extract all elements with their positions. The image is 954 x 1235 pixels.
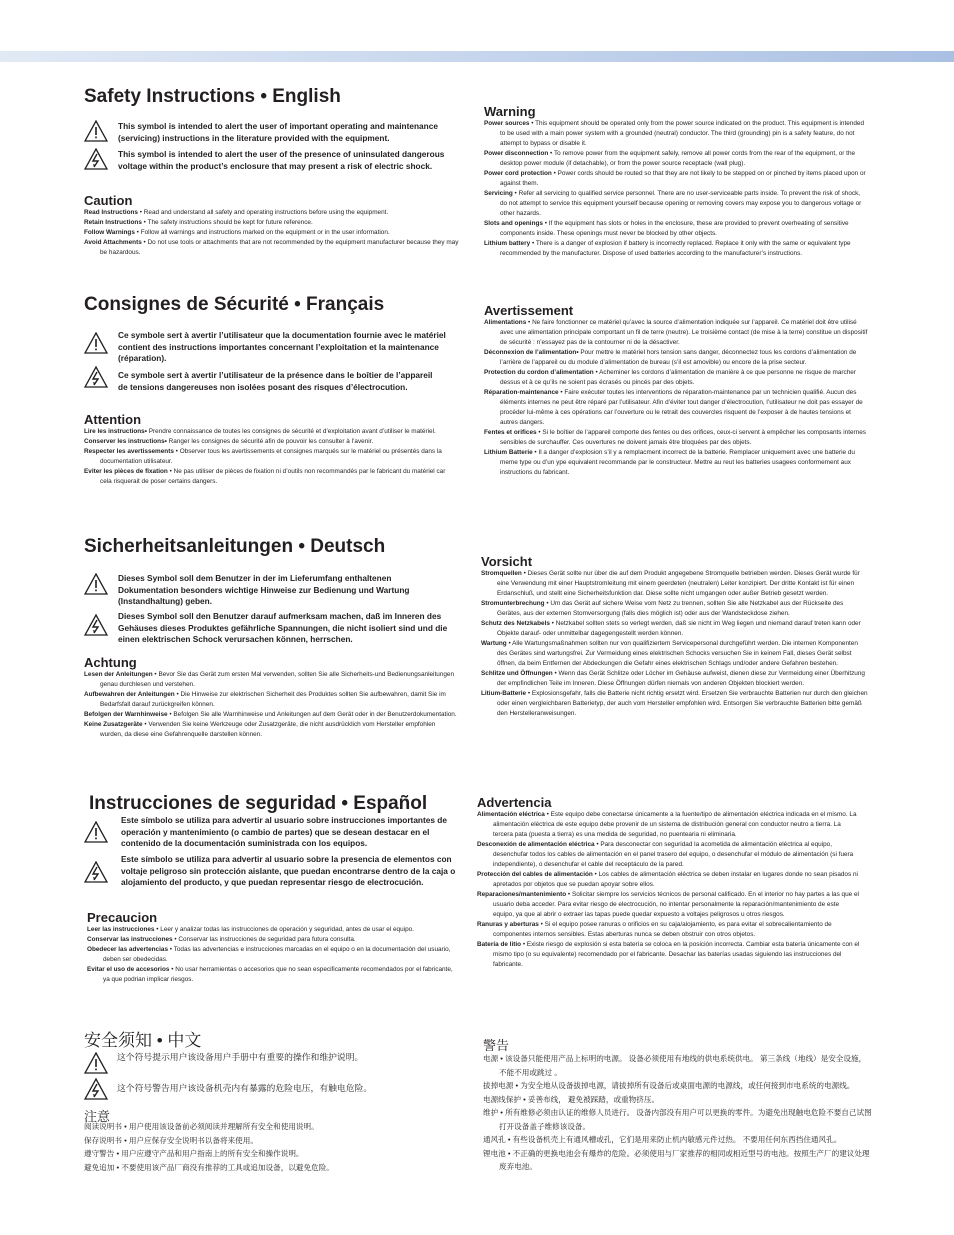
list-item: 维护 • 所有维修必须由认证的维修人员进行。 设备内部没有用户可以更换的零件。为避免出现触电危险不要自己试图打开设备盖子维修该设备。 — [483, 1108, 872, 1131]
warning-list — [484, 119, 868, 259]
symbol-warning-text: Dieses Symbol soll dem Benutzer in der im Lieferumfang enthaltenen Dokumentation besonders wichtige Hinweise zur Bedienung und Wartung (Instandhaltung) geben. — [118, 573, 410, 606]
caution-list — [87, 925, 457, 985]
list-item: Batería de litio • Existe riesgo de explosión si esta batería se coloca en la posición incorrecta. Cambiar esta batería únicamente con el mismo tipo (o su equivalente) recomendado por el fabricante. Desachar las baterías usadas siguiendo las instrucciones del fabricante. — [477, 941, 860, 968]
list-item: Power sources • This equipment should be operated only from the power source indicated on the product. This equipment is intended to be used with a main power system with a grounded (neutral) conductor. The third (grounding) pin is a safety feature, do not attempt to bypass or disable it. — [484, 120, 865, 147]
section-heading: Sicherheitsanleitungen • Deutsch — [84, 536, 386, 557]
caution-heading: Achtung — [84, 655, 137, 670]
caution-heading: Precaucion — [87, 910, 158, 925]
caution-list — [84, 670, 459, 740]
warning-triangle-icon — [84, 573, 108, 595]
warning-list — [483, 1052, 873, 1174]
symbol-warning-text: 这个符号提示用户该设备用户手册中有重要的操作和维护说明。 — [117, 1052, 364, 1062]
list-item: Schutz des Netzkabels • Netzkabel sollten stets so verlegt werden, daß sie nicht im Weg liegen und niemand darauf treten kann oder Objekte darauf- oder unmittelbar dagegengestellt werden können. — [481, 620, 861, 637]
list-item: Lesen der Anleitungen • Bevor Sie das Gerät zum ersten Mal verwenden, sollten Sie alle Sicherheits-und Bedienungsanleitungen genau durchlesen und verstehen. — [84, 671, 455, 688]
symbol-warning-text: This symbol is intended to alert the user of important operating and maintenance (servicing) instructions in the literature provided with the equipment. — [118, 121, 438, 143]
warning-list — [481, 569, 868, 719]
header-band — [0, 51, 954, 62]
caution-list — [84, 427, 454, 487]
warning-triangle-icon — [84, 120, 108, 142]
list-item: Read Instructions • Read and understand all safety and operating instructions before using the equipment. — [84, 209, 389, 216]
high-voltage-icon — [84, 861, 108, 883]
section-heading: Safety Instructions • English — [84, 86, 341, 107]
list-item: Slots and openings • If the equipment has slots or holes in the enclosure, these are provided to prevent overheating of sensitive components inside. These openings must never be blocked by other objects. — [484, 220, 849, 237]
list-item: 拔掉电源 • 为安全地从设备拔掉电源，请拔掉所有设备后或桌面电源的电源线，或任何接到市电系统的电源线。 — [483, 1081, 855, 1090]
list-item: Eviter les pièces de fixation • Ne pas utiliser de pièces de fixation ni d’outils non recommandés par le fabricant du matériel car cela risquerait de poser certains dangers. — [84, 468, 446, 485]
symbol-warning-text: Ce symbole sert à avertir l’utilisateur que la documentation fournie avec le matériel contient des instructions importantes concernant l’exploitation et la maintenance (réparation). — [118, 330, 446, 363]
list-item: 电源线保护 • 妥善布线， 避免被踩踏，或重物挤压。 — [483, 1094, 660, 1104]
caution-list — [84, 1120, 464, 1174]
list-item: 保存说明书 • 用户应保存安全说明书以备将来使用。 — [84, 1135, 258, 1145]
symbol-voltage-text: Ce symbole sert à avertir l’utilisateur de la présence dans le boîtier de l’appareil de tensions dangereuses non isolées posant des risques d’électrocution. — [118, 370, 433, 392]
warning-triangle-icon — [84, 821, 108, 843]
list-item: Déconnexion de l’alimentation• Pour mettre le matériel hors tension sans danger, déconnectez tous les cordons d’alimentation de l’arrière de l’appareil ou du module d’alimentation de bureau (s’il est amovible) ou encore de la prise secteur. — [484, 349, 857, 366]
caution-heading: Caution — [84, 193, 133, 208]
list-item: 遵守警告 • 用户应遵守产品和用户指南上的所有安全和操作说明。 — [84, 1149, 304, 1158]
list-item: Fentes et orifices • Si le boîtier de l’appareil comporte des fentes ou des orifices, ceux-ci servent à empêcher les composants internes sensibles de surchauffer. Ces ouvertures ne doivent jamais être bloquées par des objets. — [484, 429, 866, 446]
list-item: 电源 • 该设备只能使用产品上标明的电源。 设备必须使用有地线的供电系统供电。 第三条线（地线）是安全设施，不能不用或跳过 。 — [483, 1054, 867, 1077]
warning-heading: Avertissement — [484, 303, 574, 318]
list-item: Stromquellen • Dieses Gerät sollte nur über die auf dem Produkt angegebene Stromquelle betrieben werden. Dieses Gerät wurde für eine Verwendung mit einer Hauptstromleitung mit einem geerdeten (neutralen) Leiter konzipiert. Der dritte Kontakt ist für einen Erdanschluß, und stellt eine Sicherheitsfunktion dar. Diese sollte nicht umgangen oder außer Betrieb gesetzt werden. — [481, 570, 860, 597]
section-heading: Consignes de Sécurité • Français — [84, 294, 385, 315]
high-voltage-icon — [84, 1078, 108, 1100]
caution-heading: 注意 — [84, 1109, 111, 1124]
warning-heading: Warning — [484, 104, 536, 119]
list-item: Servicing • Refer all servicing to qualified service personnel. There are no user-serviceable parts inside. To prevent the risk of shock, do not attempt to service this equipment yourself because opening or removing covers may expose you to dangerous voltage or other hazards. — [484, 190, 862, 217]
symbol-voltage-text: Este símbolo se utiliza para advertir al usuario sobre la presencia de elementos con voltaje peligroso sin protección aislante, que puedan encontrarse dentro de la caja o alojamiento del producto, y que puedan representar riesgo de electrocución. — [121, 854, 456, 887]
list-item: Protection du cordon d’alimentation • Acheminer les cordons d’alimentation de manière à ce que personne ne risque de marcher dessus et à ce qu’ils ne soient pas écrasés ou pincés par des objets. — [484, 369, 856, 386]
list-item: Befolgen der Warnhinweise • Befolgen Sie alle Warnhinweise und Anleitungen auf dem Gerät oder in der Benutzerdokumentation. — [84, 711, 457, 718]
list-item: Evitar el uso de accesorios • No usar herramientas o accesorios que no sean especificamente recomendados por el fabricante, ya que podrian implicar riesgos. — [87, 966, 453, 983]
list-item: Reparaciones/mantenimiento • Solicitar siempre los servicios técnicos de personal calificado. En el interior no hay partes a las que el usuario deba acceder. Para evitar riesgo de electrocución, no intentar personalmente la reparación/mantenimiento de este equipo, ya que al abrir o extraer las tapas puede quedar expuesto a voltajes peligrosos u otros riesgos. — [477, 891, 859, 918]
list-item: Lire les instructions• Prendre connaissance de toutes les consignes de sécurité et d’exploitation avant d’utiliser le matériel. — [84, 428, 436, 435]
list-item: Power cord protection • Power cords should be routed so that they are not likely to be stepped on or pinched by items placed upon or against them. — [484, 170, 866, 187]
high-voltage-icon — [84, 366, 108, 388]
list-item: Réparation-maintenance • Faire exécuter toutes les interventions de réparation-maintenance par un technicien qualifié. Aucun des éléments internes ne peut être réparé par l’utilisateur. Afin d’éviter tout danger d’électrocution, l’utilisateur ne doit pas essayer de procéder lui-même à ces opérations car l’ouverture ou le retrait des couvercles risquent de l’exposer à de hautes tensions et autres dangers. — [484, 389, 863, 426]
section-heading: Instrucciones de seguridad • Español — [89, 793, 428, 814]
list-item: Schlitze und Öffnungen • Wenn das Gerät Schlitze oder Löcher im Gehäuse aufweist, dienen diese zur Vermeidung einer Überhitzung der empfindlichen Teile im Inneren. Diese Öffnungen dürfen niemals von anderen Objekten blockiert werden. — [481, 670, 865, 687]
section-heading: 安全须知 • 中文 — [84, 1031, 202, 1050]
list-item: Conservar las instrucciones • Conservar las instrucciones de seguridad para futura consulta. — [87, 936, 356, 943]
list-item: Avoid Attachments • Do not use tools or attachments that are not recommended by the equipment manufacturer because they may be hazardous. — [84, 239, 459, 256]
warning-triangle-icon — [84, 332, 108, 354]
warning-heading: Advertencia — [477, 795, 552, 810]
list-item: Lithium Batterie • Il a danger d’explosion s’il y a remplacment incorrect de la batterie. Remplacer uniquement avec une batterie du meme type ou d’un ype equivalent recommande par le constructeur. Mettre au reut les batteries usagees conformement aux instructions du fabricant. — [484, 449, 855, 476]
symbol-voltage-text: Dieses Symbol soll den Benutzer darauf aufmerksam machen, daß im Inneren des Gehäuses dieses Produktes gefährliche Spannungen, die nicht isoliert sind und die einen elektrischen Schock verursachen können, herrschen. — [118, 611, 448, 644]
list-item: Lithium battery • There is a danger of explosion if battery is incorrectly replaced. Replace it only with the same or equivalent type recommended by the manufacturer. Dispose of used batteries according to the manufacturer’s instructions. — [484, 240, 851, 257]
warning-list — [477, 810, 861, 970]
symbol-voltage-text: 这个符号警告用户该设备机壳内有暴露的危险电压，有触电危险。 — [117, 1083, 373, 1093]
list-item: 阅读说明书 • 用户使用该设备前必须阅读并理解所有安全和使用说明。 — [84, 1122, 319, 1131]
caution-list — [84, 208, 464, 258]
list-item: 锂电池 • 不正确的更换电池会有爆炸的危险。必须使用与厂家推荐的相同或相近型号的电池。按照生产厂的建议处理废弃电池。 — [483, 1148, 870, 1171]
high-voltage-icon — [84, 148, 108, 170]
list-item: Aufbewahren der Anleitungen • Die Hinweise zur elektrischen Sicherheit des Produktes sollten Sie aufbewahren, damit Sie im Bedarfsfall darauf zurückgreifen können. — [84, 691, 446, 708]
list-item: Litium-Batterie • Explosionsgefahr, falls die Batterie nicht richtig ersetzt wird. Ersetzen Sie verbrauchte Batterien nur durch den gleichen oder einen vergleichbaren Batterietyp, der auch vom Hersteller empfohlen wird. Entsorgen Sie verbrauchte Batterien bitte gemäß den Herstelleranweisungen. — [481, 690, 868, 717]
list-item: 通风孔 • 有些设备机壳上有通风槽或孔，它们是用来防止机内敏感元件过热。 不要用任何东西挡住通风孔。 — [483, 1135, 842, 1144]
caution-heading: Attention — [84, 412, 142, 427]
list-item: Desconexión de alimentación eléctrica • Para desconectar con seguridad la acometida de alimentación eléctrica al equipo, desenchufar todos los cables de alimentación en el panel trasero del equipo, o desenchufar el módulo de alimentación (si fuera independiente), o desenchufar el cable del receptáculo de la pared. — [477, 841, 854, 868]
list-item: Wartung • Alle Wartungsmaßnahmen sollten nur von qualifiziertem Servicepersonal durchgeführt werden. Die internen Komponenten des Gerätes sind wartungsfrei. Zur Vermeidung eines elektrischen Schocks versuchen Sie in keinem Fall, dieses Gerät selbst öffnen, da beim Entfernen der Abdeckungen die Gefahr eines elektrischen Schlags und/oder andere Gefahren bestehen. — [481, 640, 858, 667]
list-item: Alimentations • Ne faire fonctionner ce matériel qu’avec la source d’alimentation indiquée sur l’appareil. Ce matériel doit être utilisé avec une alimentation principale comportant un fil de terre (neutre). Le troisième contact (de mise à la terre) constitue un dispositif de sécurité : n’essayez pas de la contourner ni de la désactiver. — [484, 319, 868, 346]
list-item: Retain Instructions • The safety instructions should be kept for future reference. — [84, 219, 313, 226]
list-item: Protección del cables de alimentación • Los cables de alimentación eléctrica se deben instalar en lugares donde no sean pisados ni apretados por objetos que se puedan apoyar sobre ellos. — [477, 871, 858, 888]
list-item: 避免追加 • 不要使用该产品厂商没有推荐的工具或追加设备，以避免危险。 — [84, 1162, 334, 1172]
list-item: Power disconnection • To remove power from the equipment safely, remove all power cords from the rear of the equipment, or the desktop power module (if detachable), or from the power source receptacle (wall plug). — [484, 150, 856, 167]
list-item: Alimentación eléctrica • Este equipo debe conectarse únicamente a la fuente/tipo de alimentación eléctrica indicada en el mismo. La alimentación eléctrica de este equipo debe provenir de un sistema de distribución general con conductor neutro a tierra. La tercera pata (puesta a tierra) es una medida de seguridad, no puentearia ni eliminaria. — [477, 811, 857, 838]
symbol-voltage-text: This symbol is intended to alert the user of the presence of uninsulated dangerous voltage within the product’s enclosure that may present a risk of electric shock. — [118, 149, 445, 171]
list-item: Follow Warnings • Follow all warnings and instructions marked on the equipment or in the user information. — [84, 229, 390, 236]
list-item: Respecter les avertissements • Observer tous les avertissements et consignes marqués sur le matériel ou présentés dans la documentation utilisateur. — [84, 448, 442, 465]
list-item: Stromunterbrechung • Um das Gerät auf sichere Weise vom Netz zu trennen, sollten Sie alle Netzkabel aus der Rückseite des Gerätes, aus der externen Stomversorgung (falls dies möglich ist) oder aus der Wandsteckdose ziehen. — [481, 600, 844, 617]
list-item: Leer las instrucciones • Leer y analizar todas las instrucciones de operación y seguridad, antes de usar el equipo. — [87, 926, 414, 933]
warning-heading: 警告 — [483, 1038, 510, 1053]
list-item: Conserver les instructions• Ranger les consignes de sécurité afin de pouvoir les consulter à l’avenir. — [84, 438, 374, 445]
warning-list — [484, 318, 868, 478]
list-item: Ranuras y aberturas • Si el equipo posee ranuras o orificios en su caja/alojamiento, es para evitar el sobrecalientamiento de componentes internos sensibles. Estas aberturas nunca se deben obstruir con otros objetos. — [477, 921, 832, 938]
warning-heading: Vorsicht — [481, 554, 533, 569]
list-item: Obedecer las advertencias • Todas las advertencias e instrucciones marcadas en el equipo o en la documentación del usuario, deben ser obedecidas. — [87, 946, 451, 963]
symbol-warning-text: Este símbolo se utiliza para advertir al usuario sobre instrucciones importantes de operación y mantenimiento (o cambio de partes) que se desean destacar en el contenido de la documentación suministrada con los equipos. — [121, 815, 447, 848]
high-voltage-icon — [84, 614, 108, 636]
list-item: Keine Zusatzgeräte • Verwenden Sie keine Werkzeuge oder Zusatzgeräte, die nicht ausdrücklich vom Hersteller empfohlen wurden, da diese eine Gefahrenquelle darstellen können. — [84, 721, 436, 738]
warning-triangle-icon — [84, 1052, 108, 1074]
